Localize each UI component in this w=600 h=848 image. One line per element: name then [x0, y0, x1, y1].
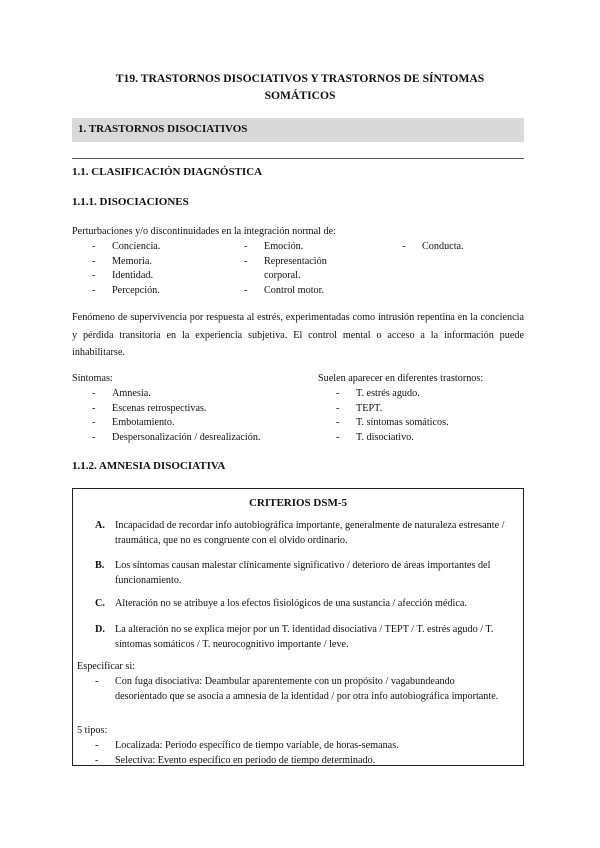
sintomas-list	[92, 387, 312, 445]
list-item: - Amnesia.	[92, 387, 312, 402]
trastornos-label: Suelen aparecer en diferentes trastornos:	[318, 373, 484, 384]
body-paragraph: Fenómeno de supervivencia por respuesta al estrés, experimentadas como intrusión repentina en la conciencia y pérdida transitoria en la experiencia subjetiva. El control mental o acceso a la información puede inhabilitarse.	[72, 312, 524, 358]
list-item: - Embotamiento.	[92, 416, 312, 431]
trastornos-list	[336, 387, 516, 445]
criteria-title: CRITERIOS DSM-5	[248, 497, 348, 509]
types-label: 5 tipos:	[77, 725, 108, 736]
perturbaciones-intro: Perturbaciones y/o discontinuidades en la integración normal de:	[72, 226, 336, 237]
list-item: - Representación corporal.	[244, 255, 354, 284]
list-item: - Control motor.	[244, 284, 354, 299]
list-item: - Identidad.	[92, 269, 232, 284]
list-item: - Percepción.	[92, 284, 232, 299]
list-item: - T. síntomas somáticos.	[336, 416, 516, 431]
subsection-title-amnesia: 1.1.2. AMNESIA DISOCIATIVA	[72, 460, 226, 472]
horizontal-rule	[72, 158, 524, 159]
subsection-title-disociaciones: 1.1.1. DISOCIACIONES	[72, 196, 189, 208]
criterion-text: Incapacidad de recordar info autobiográfica importante, generalmente de naturaleza estresante / traumática, que no es congruente con el olvido ordinario.	[115, 520, 505, 546]
section-header-bar	[72, 118, 524, 142]
criterion-text: Alteración no se atribuye a los efectos fisiológicos de una sustancia / afección médica.	[115, 598, 467, 609]
criterion-letter: B.	[95, 560, 105, 571]
specify-list	[95, 675, 505, 704]
criteria-box	[72, 488, 524, 766]
perturbaciones-list-col2	[244, 240, 354, 298]
criterion-text: La alteración no se explica mejor por un T. identidad disociativa / TEPT / T. estrés agudo / T. síntomas somáticos / T. neurocognitivo importante / leve.	[115, 624, 494, 650]
criterion-letter: C.	[95, 598, 105, 609]
sintomas-label: Síntomas:	[72, 373, 113, 384]
list-item: - Conducta.	[402, 240, 512, 255]
list-item: - Selectiva: Evento específico en periodo de tiempo determinado.	[95, 754, 505, 769]
specify-label: Especificar si:	[77, 661, 135, 672]
list-item: - Conciencia.	[92, 240, 232, 255]
list-item: - Localizada: Periodo específico de tiempo variable, de horas-semanas.	[95, 739, 505, 754]
subsection-title-clasificacion: 1.1. CLASIFICACIÓN DIAGNÓSTICA	[72, 166, 263, 178]
list-item: - Memoria.	[92, 255, 232, 270]
list-item: - Despersonalización / desrealización.	[92, 431, 312, 446]
perturbaciones-list-col3	[402, 240, 512, 255]
list-item: - T. disociativo.	[336, 431, 516, 446]
list-item: - TEPT.	[336, 402, 516, 417]
perturbaciones-list-col1	[92, 240, 232, 298]
document-title: T19. TRASTORNOS DISOCIATIVOS Y TRASTORNOS DE SÍNTOMAS SOMÁTICOS	[115, 72, 485, 102]
list-item: - Escenas retrospectivas.	[92, 402, 312, 417]
list-item: - Con fuga disociativa: Deambular aparentemente con un propósito / vagabundeando desorientado que se asocia a amnesia de la identidad / por otra info autobiográfica importante.	[95, 675, 505, 704]
types-list	[95, 739, 505, 768]
criterion-letter: D.	[95, 624, 105, 635]
section-title: 1. TRASTORNOS DISOCIATIVOS	[78, 123, 248, 135]
criterion-text: Los síntomas causan malestar clínicamente significativo / deterioro de áreas importantes del funcionamiento.	[115, 560, 491, 586]
list-item: - T. estrés agudo.	[336, 387, 516, 402]
list-item: - Emoción.	[244, 240, 354, 255]
criterion-letter: A.	[95, 520, 105, 531]
